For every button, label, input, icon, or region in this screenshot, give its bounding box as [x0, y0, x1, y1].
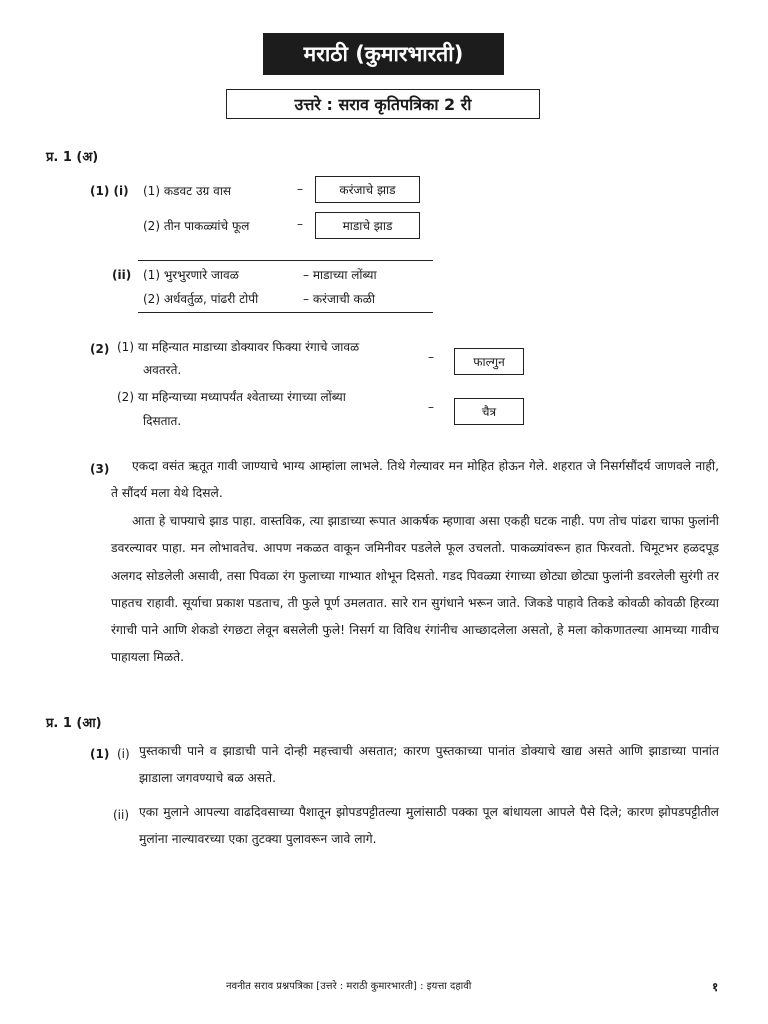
page-number: १ — [712, 980, 719, 994]
dash: – — [428, 350, 434, 364]
answer-box-3: फाल्गुन — [454, 348, 524, 375]
question-label-1aa: प्र. 1 (आ) — [46, 716, 102, 731]
q1aa-item-2-number: (ii) — [113, 808, 130, 822]
table-row-1-right: – माडाच्या लोंब्या — [303, 268, 377, 282]
q1aa-number: (1) — [90, 747, 110, 761]
footer-text: नवनीत सराव प्रश्नपत्रिका [उत्तरे : मराठी कुमारभारती] : इयत्ता दहावी — [226, 981, 472, 992]
answer-box-4: चैत्र — [454, 398, 524, 425]
q1aa-item-2-text: एका मुलाने आपल्या वाढदिवसाच्या पैशातून झोपडपट्टीतल्या मुलांसाठी पक्का पूल बांधायला आपले पैसे दिले; कारण झोपडपट्टीतील मुलांना नाल्यावरच्या एका तुटक्या पुलावरून जावे लागे. — [139, 805, 719, 847]
part2-item-2-line2: दिसतात. — [143, 414, 182, 428]
answer-box-2: माडाचे झाड — [315, 212, 420, 239]
part1-sub-number: (ii) — [112, 268, 132, 282]
table-row-2-left: (2) अर्धवर्तुळ, पांढरी टोपी — [143, 292, 259, 306]
dash: – — [297, 182, 303, 196]
part1-item-2-text: (2) तीन पाकळ्यांचे फूल — [143, 219, 250, 233]
page-subtitle: उत्तरे : सराव कृतिपत्रिका 2 री — [226, 89, 540, 119]
part2-item-2-line1: (2) या महिन्याच्या मध्यापर्यंत श्वेताच्या रंगाच्या लोंब्या — [117, 390, 346, 404]
dash: – — [297, 217, 303, 231]
table-row-2-right: – करंजाची कळी — [303, 292, 375, 306]
part2-item-1-line1: (1) या महिन्यात माडाच्या डोक्यावर फिक्या रंगाचे जावळ — [117, 340, 360, 354]
table-bottom-rule — [138, 312, 433, 313]
q1aa-item-1-number: (i) — [117, 747, 130, 761]
table-top-rule — [138, 260, 433, 261]
page-title: मराठी (कुमारभारती) — [263, 33, 504, 75]
part3-number: (3) — [90, 462, 110, 476]
dash: – — [428, 400, 434, 414]
part2-item-1-line2: अवतरते. — [143, 363, 182, 377]
q1aa-item-1-text: पुस्तकाची पाने व झाडाची पाने दोन्ही महत्त्वाची असतात; कारण पुस्तकाच्या पानांत डोक्याचे खाद्य असते आणि झाडाच्या पानांत झाडाला जगवण्याचे बळ असते. — [139, 744, 719, 786]
table-row-1-left: (1) भुरभुरणारे जावळ — [143, 268, 239, 282]
part1-number: (1) (i) — [90, 184, 129, 198]
part2-number: (2) — [90, 342, 110, 356]
paragraph-2: आता हे चाफ्याचे झाड पाहा. वास्तविक, त्या झाडाच्या रूपात आकर्षक म्हणावा असा एकही घटक नाही. पण तोच पांढरा चाफा फुलांनी डवरल्यावर पाहा. मन लोभावतेच. आपण नकळत वाकून जमिनीवर पडलेले फूल उचलतो. पाकळ्यांवरून हात फिरवतो. चिमूटभर हळदपूड अलगद सोडलेली असावी, तसा पिवळा रंग फुलाच्या गाभ्यात शोभून दिसतो. गडद पिवळ्या रंगाच्या छोट्या छोट्या फुलांनी डवरलेली सुरंगी तर पाहतच राहावी. सूर्याचा प्रकाश पडताच, ती फुले पूर्ण उमलतात. सारे रान सुगंधाने भरून जाते. जिकडे पाहावे तिकडे कोवळी कोवळी हिरव्या रंगाची पाने आणि शेकडो रंगछटा लेवून बसलेली फुले! निसर्ग या विविध रंगांनीच आच्छादलेला असतो, हे मला कोकणातल्या आमच्या गावीच पाहायला मिळते. — [111, 514, 719, 665]
paragraph-1: एकदा वसंत ऋतूत गावी जाण्याचे भाग्य आम्हांला लाभले. तिथे गेल्यावर मन मोहित होऊन गेले. शहरात जे निसर्गसौंदर्य जाणवले नाही, ते सौंदर्य मला येथे दिसले. — [111, 459, 719, 501]
part1-item-1-text: (1) कडवट उग्र वास — [143, 184, 232, 198]
answer-box-1: करंजाचे झाड — [315, 176, 420, 203]
question-label-1a: प्र. 1 (अ) — [46, 150, 99, 165]
